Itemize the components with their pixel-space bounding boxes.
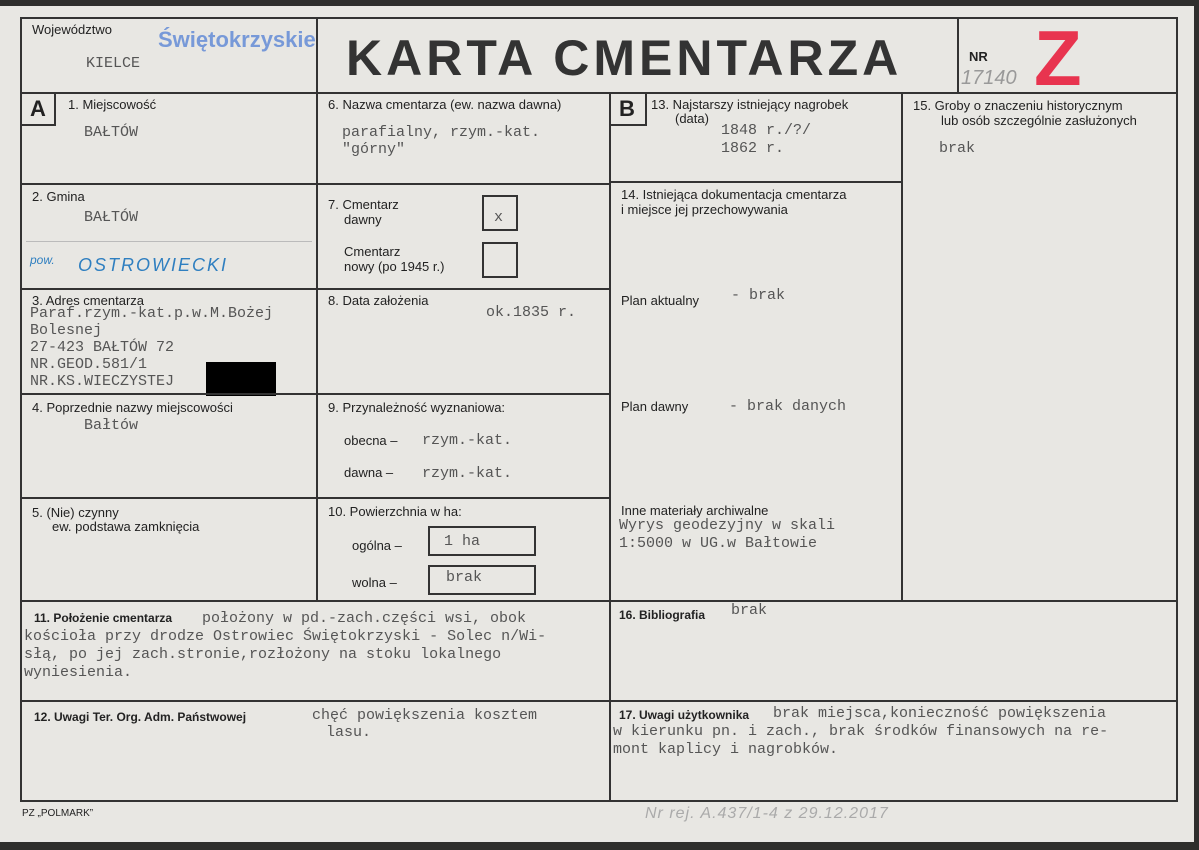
field-label: Inne materiały archiwalne [621,503,769,518]
field-2-gmina [20,183,318,290]
field-value: kościoła przy drodze Ostrowiec Świętokrzyski - Solec n/Wi- [24,628,547,645]
field-label: 2. Gmina [32,189,85,204]
address-line: Paraf.rzym.-kat.p.w.M.Bożej [30,305,274,322]
field-value: 1848 r./?/ [721,122,812,139]
address-line: 27-423 BAŁTÓW 72 [30,339,175,356]
title-cell [316,17,959,94]
field-value: parafialny, rzym.-kat. [342,124,541,141]
field-label: 3. Adres cmentarza [32,293,144,308]
field-value: rzym.-kat. [422,465,513,482]
field-value: rzym.-kat. [422,432,513,449]
field-value: ok.1835 r. [486,304,577,321]
page-title: KARTA CMENTARZA [346,30,903,86]
checkbox-nowy[interactable] [482,242,518,278]
field-label: 8. Data założenia [328,293,429,308]
wojewodztwo-value: KIELCE [86,55,141,72]
wojewodztwo-label: Województwo [32,22,112,37]
field-15-groby [901,92,1178,602]
redaction-box [206,362,276,396]
field-label: ew. podstawa zamknięcia [52,519,200,534]
field-value: BAŁTÓW [84,209,139,226]
address-line: NR.GEOD.581/1 [30,356,148,373]
field-label: ogólna – [352,538,402,553]
wolna-box [428,565,536,595]
field-value: wyniesienia. [24,664,133,681]
registry-note: Nr rej. A.437/1-4 z 29.12.2017 [645,805,889,822]
field-value: brak miejsca,konieczność powiększenia [773,705,1107,722]
field-value: - brak [731,287,786,304]
field-12-uwagi-ter [20,700,611,802]
field-label: nowy (po 1945 r.) [344,259,445,274]
field-9-przynaleznosc [316,393,611,499]
field-label: 17. Uwagi użytkownika [619,708,750,722]
field-label: i miejsce jej przechowywania [621,202,788,217]
wojewodztwo-cell [20,17,318,94]
field-value: 1862 r. [721,140,785,157]
field-value: BAŁTÓW [84,124,139,141]
divider [26,241,312,242]
field-11-polozenie [20,600,611,702]
field-value: słą, po jej zach.stronie,rozłożony na stoku lokalnego [24,646,502,663]
field-label: (data) [675,111,709,126]
nr-value: 17140 [961,67,1017,89]
field-label: 6. Nazwa cmentarza (ew. nazwa dawna) [328,97,562,112]
field-value: "górny" [342,141,406,158]
field-13-nagrobek [609,92,903,183]
printer-mark: PZ „POLMARK” [22,808,94,819]
field-label: 4. Poprzednie nazwy miejscowości [32,400,233,415]
field-1-miejscowosc [20,92,318,185]
field-label: 5. (Nie) czynny [32,505,119,520]
field-value: brak [731,602,768,619]
pow-label: pow. [30,253,55,267]
field-label: 1. Miejscowość [68,97,157,112]
field-14-dokumentacja [609,181,903,602]
red-z-mark: Z [1034,14,1082,102]
field-label: Cmentarz [344,244,401,259]
field-10-powierzchnia [316,497,611,602]
field-label: 9. Przynależność wyznaniowa: [328,400,506,415]
scan-edge [0,0,1199,6]
field-label: wolna – [352,575,397,590]
field-value: w kierunku pn. i zach., brak środków finansowych na re- [613,723,1109,740]
section-b-letter: B [619,96,635,121]
field-label: 11. Położenie cmentarza [34,611,173,625]
nr-cell [957,14,1178,102]
field-value: Bałtów [84,417,139,434]
field-4-poprzednie-nazwy [20,393,318,499]
field-16-bibliografia [609,600,1178,702]
field-value: - brak danych [729,398,847,415]
address-line: NR.KS.WIECZYSTEJ [30,373,175,390]
field-value: 1:5000 w UG.w Bałtowie [619,535,818,552]
section-b-badge [609,92,647,126]
section-a-badge [20,92,56,126]
field-6-nazwa [316,92,611,185]
field-label: 14. Istniejąca dokumentacja cmentarza [621,187,847,202]
field-label: Plan aktualny [621,293,700,308]
field-17-uwagi-uzytkownika [609,700,1178,802]
ogolna-box [428,526,536,556]
field-value: Wyrys geodezyjny w skali [619,517,836,534]
field-label: lub osób szczególnie zasłużonych [941,113,1137,128]
field-value: lasu. [326,724,372,741]
field-label: 12. Uwagi Ter. Org. Adm. Państwowej [34,710,247,724]
field-value: brak [446,569,483,586]
section-a-letter: A [30,96,46,121]
field-label: 7. Cmentarz [328,197,399,212]
field-label: 16. Bibliografia [619,608,706,622]
scan-edge [1194,0,1199,850]
scan-edge [0,842,1199,850]
field-3-adres [20,288,318,395]
field-8-data-zalozenia [316,288,611,395]
field-label: Plan dawny [621,399,689,414]
powiat-value: OSTROWIECKI [78,255,229,275]
field-label: 13. Najstarszy istniejący nagrobek [651,97,849,112]
stamp-swietokrzyskie: Świętokrzyskie [158,27,316,52]
field-5-czynny [20,497,318,602]
field-value: 1 ha [444,533,481,550]
nr-label: NR [969,49,988,64]
field-value: brak [939,140,976,157]
check-mark: x [494,209,504,226]
field-7-cmentarz [316,183,611,290]
field-value: chęć powiększenia kosztem [312,707,538,724]
field-label: 10. Powierzchnia w ha: [328,504,462,519]
field-value: położony w pd.-zach.części wsi, obok [202,610,527,627]
field-label: dawny [344,212,382,227]
address-line: Bolesnej [30,322,103,339]
field-value: mont kaplicy i nagrobków. [613,741,839,758]
field-label: 15. Groby o znaczeniu historycznym [913,98,1123,113]
field-label: obecna – [344,433,398,448]
checkbox-dawny[interactable] [482,195,518,231]
field-label: dawna – [344,465,394,480]
